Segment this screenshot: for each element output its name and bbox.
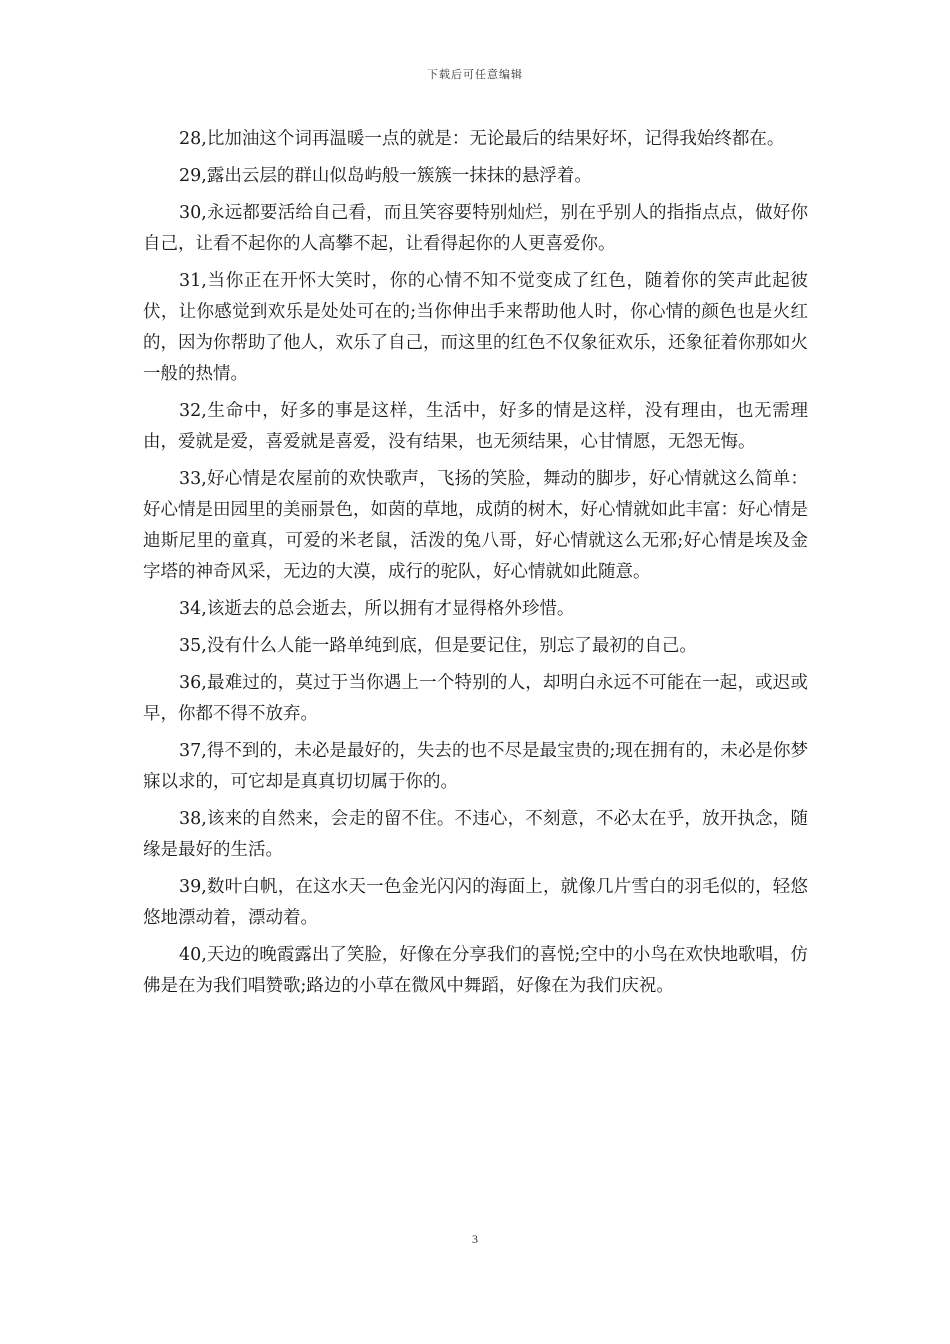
paragraph-39: 39,数叶白帆，在这水天一色金光闪闪的海面上，就像几片雪白的羽毛似的，轻悠悠地漂动着，漂动着。 bbox=[143, 877, 808, 928]
paragraph-32: 32,生命中，好多的事是这样，生活中，好多的情是这样，没有理由，也无需理由，爱就是爱，喜爱就是喜爱，没有结果，也无须结果，心甘情愿，无怨无悔。 bbox=[143, 401, 808, 452]
paragraph-30: 30,永远都要活给自己看，而且笑容要特别灿烂，别在乎别人的指指点点，做好你自己，让看不起你的人高攀不起，让看得起你的人更喜爱你。 bbox=[143, 203, 808, 254]
page-number: 3 bbox=[472, 1232, 478, 1246]
paragraph-29: 29,露出云层的群山似岛屿般一簇簇一抹抹的悬浮着。 bbox=[179, 166, 592, 186]
paragraph-34: 34,该逝去的总会逝去，所以拥有才显得格外珍惜。 bbox=[179, 599, 575, 619]
paragraph-38: 38,该来的自然来，会走的留不住。不违心，不刻意，不必太在乎，放开执念，随缘是最好的生活。 bbox=[143, 809, 808, 860]
paragraph-28: 28,比加油这个词再温暖一点的就是：无论最后的结果好坏，记得我始终都在。 bbox=[179, 129, 785, 149]
paragraph-40: 40,天边的晚霞露出了笑脸，好像在分享我们的喜悦;空中的小鸟在欢快地歌唱，仿佛是在为我们唱赞歌;路边的小草在微风中舞蹈，好像在为我们庆祝。 bbox=[143, 945, 808, 996]
document-body bbox=[143, 124, 808, 1008]
page-header: 下载后可任意编辑 bbox=[427, 68, 523, 81]
paragraph-35: 35,没有什么人能一路单纯到底，但是要记住，别忘了最初的自己。 bbox=[179, 636, 697, 656]
paragraph-33: 33,好心情是农屋前的欢快歌声，飞扬的笑脸，舞动的脚步，好心情就这么简单：好心情是田园里的美丽景色，如茵的草地，成荫的树木，好心情就如此丰富：好心情是迪斯尼里的童真，可爱的米老鼠，活泼的兔八哥，好心情就这么无邪;好心情是埃及金字塔的神奇风采，无边的大漠，成行的驼队，好心情就如此随意。 bbox=[143, 469, 808, 582]
paragraph-37: 37,得不到的，未必是最好的，失去的也不尽是最宝贵的;现在拥有的，未必是你梦寐以求的，可它却是真真切切属于你的。 bbox=[143, 741, 808, 792]
paragraph-36: 36,最难过的，莫过于当你遇上一个特别的人，却明白永远不可能在一起，或迟或早，你都不得不放弃。 bbox=[143, 673, 808, 724]
paragraph-31: 31,当你正在开怀大笑时，你的心情不知不觉变成了红色，随着你的笑声此起彼伏，让你感觉到欢乐是处处可在的;当你伸出手来帮助他人时，你心情的颜色也是火红的，因为你帮助了他人，欢乐了自己，而这里的红色不仅象征欢乐，还象征着你那如火一般的热情。 bbox=[143, 271, 808, 384]
